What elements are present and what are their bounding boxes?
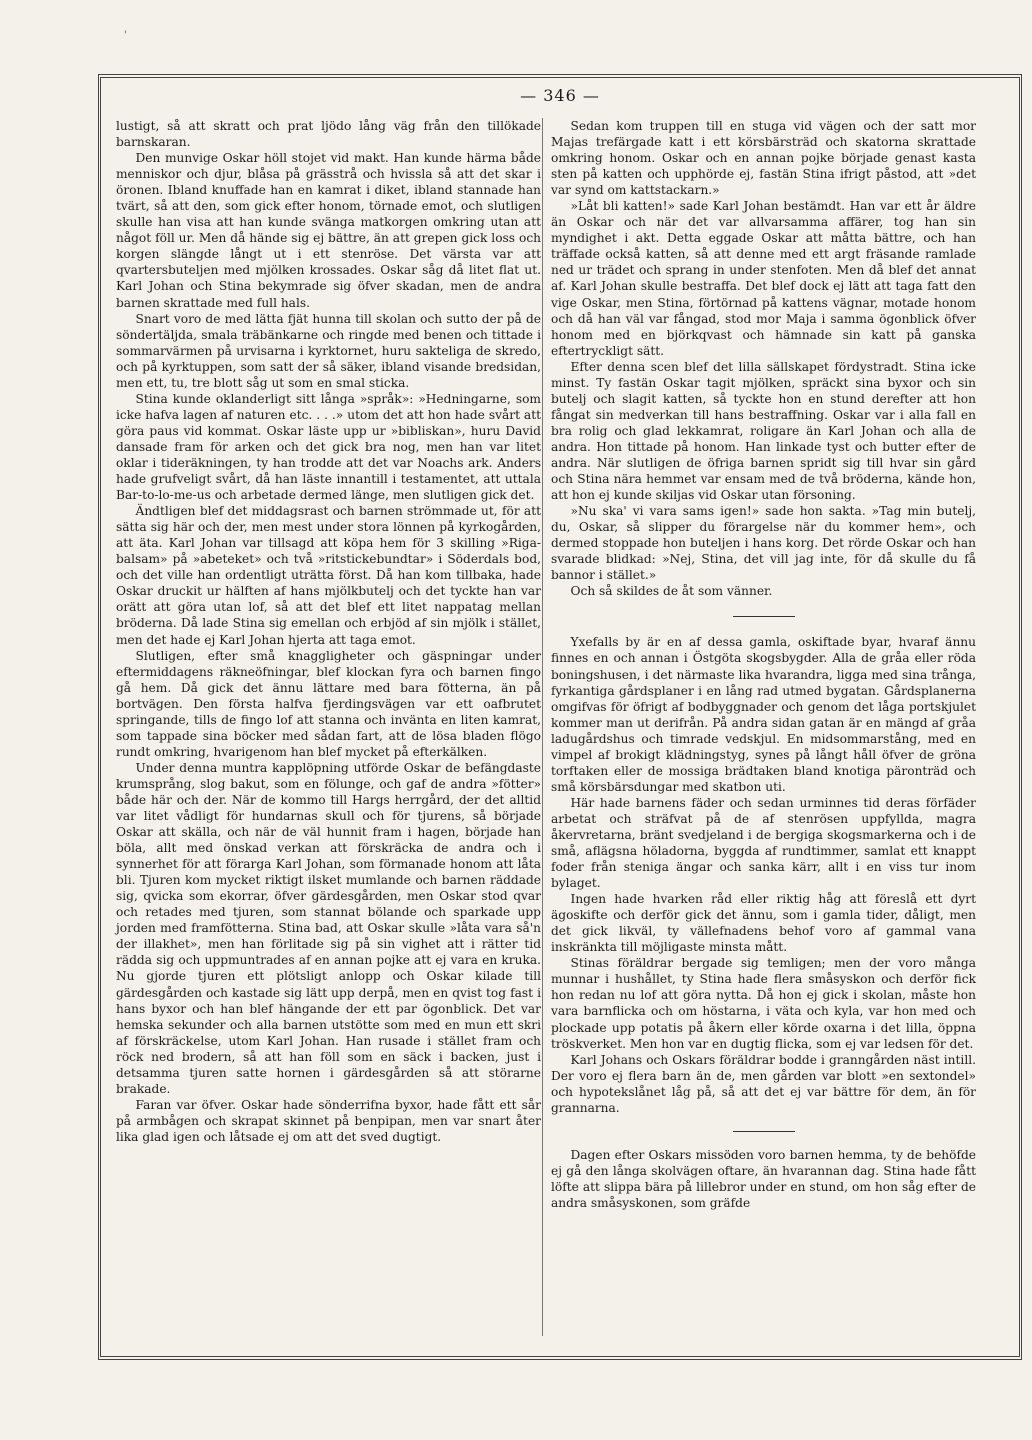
- left-column: [116, 118, 541, 1145]
- paragraph: Yxefalls by är en af dessa gamla, oskiftade byar, hvaraf ännu finnes en och annan i Östgöta skogsbygder. Alla de gråa eller röda boningshusen, i det närmaste lika hvarandra, ligga med sina trånga, fyrkantiga gårdsplaner i en lång rad utmed bygatan. Gårdsplanerna omgifvas för öfrigt af bodbyggnader och genom det låga portskjulet kommer man ut derifrån. På andra sidan gatan är en mängd af gråa ladugårdshus och timrade vedskjul. En midsommarstång, med en vimpel af brokigt klädningstyg, synes på långt håll öfver de gröna torftaken eller de mossiga brädtaken bland knotiga päronträd och små körsbärsdungar med skatbon uti.: [551, 635, 976, 794]
- paragraph: Sedan kom truppen till en stuga vid vägen och der satt mor Majas trefärgade katt i ett körsbärsträd och skatorna skrattade omkring honom. Oskar och en annan pojke började genast kasta sten på katten och upphörde ej, fastän Stina ifrigt påstod, att »det var synd om kattstackarn.»: [551, 119, 976, 198]
- paragraph: Snart voro de med lätta fjät hunna till skolan och sutto der på de söndertäljda, smala träbänkarne och ringde med benen och tittade i sommarvärmen på urvisarna i kyrktornet, huru sakteliga de skredo, och på kyrktuppen, som satt der så säker, ibland visande bredsidan, men ett, tu, tre blott såg ut som en smal sticka.: [116, 311, 541, 390]
- paragraph: Den munvige Oskar höll stojet vid makt. Han kunde härma både menniskor och djur, blåsa på grässtrå och hvissla så att det skar i öronen. Ibland knuffade han en kamrat i diket, ibland stannade han tvärt, så att den, som gick efter honom, törnade emot, och slutligen skulle han visa att han kunde svänga matkorgen omkring utan att något föll ur. Men då hände sig ej bättre, än att grepen gick loss och korgen slängde långt ut i ett stenröse. Det värsta var att qvartersbuteljen med mjölken krossades. Oskar såg då litet flat ut. Karl Johan och Stina bekymrade sig öfver skadan, men de andra barnen skrattade med full hals.: [116, 151, 541, 310]
- paragraph: Stina kunde oklanderligt sitt långa »språk»: »Hedningarne, som icke hafva lagen af naturen etc. . . .» utom det att hon hade svårt att göra paus vid kommat. Oskar läste upp ur »bibliskan», huru David dansade fram för arken och det gick bra nog, men han var litet oklar i tideräkningen, ty han trodde att det var Noachs ark. Anders hade grufveligt svårt, då han läste innantill i testamentet, att uttala Bar-to-lo-me-us och arbetade dermed länge, men slutligen gick det.: [116, 391, 541, 503]
- paragraph: Efter denna scen blef det lilla sällskapet fördystradt. Stina icke minst. Ty fastän Oskar tagit mjölken, spräckt sina byxor och sin butelj och slagit katten, så tyckte hon en stund derefter att hon fångat sin medverkan till hans bestraffning. Oskar var i alla fall en bra rolig och glad lekkamrat, roligare än Karl Johan och alla de andra. Hon tittade på honom. Han linkade tyst och butter efter de andra. När slutligen de öfriga barnen spridt sig till hvar sin gård och Stina nära hemmet var ensam med de två bröderna, kände hon, att hon ej kunde skiljas vid Oskar utan försoning.: [551, 359, 976, 503]
- section-separator: [733, 1131, 795, 1132]
- paragraph: Karl Johans och Oskars föräldrar bodde i granngården näst intill. Der voro ej flera barn än de, men gården var blott »en sextondel» och hypotekslånet låg på, så att det ej var bättre för dem, än för grannarna.: [551, 1052, 976, 1115]
- corner-mark: ': [124, 30, 127, 41]
- paragraph: Under denna muntra kapplöpning utförde Oskar de befängdaste krumsprång, slog bakut, som en fölunge, och gaf de andra »fötter» både här och der. När de kommo till Hargs herrgård, der det alltid var litet vådligt för hundarnas skull och för tjurens, så började Oskar att skälla, och när de väl hunnit fram i hagen, började han böla, allt med önskad verkan att förskräcka de andra och i synnerhet för att förarga Karl Johan, som förmanade honom att låta bli. Tjuren kom mycket riktigt ilsket mumlande och barnen räddade sig, qvicka som ekorrar, öfver gärdesgården, men Oskar stod qvar och retades med tjuren, som stannat bölande och sparkade upp jorden med framfötterna. Stina bad, att Oskar skulle »låta vara så'n der illakhet», men han förlitade sig på sin vighet att i rätter tid rädda sig och uppmuntrades af en annan pojke att ej vara en kruka. Nu gjorde tjuren ett plötsligt anlopp och Oskar kilade till gärdesgården och kastade sig lätt upp derpå, men en qvist tog fast i hans byxor och han blef hängande der ett par ögonblick. Det var hemska sekunder och alla barnen utstötte som med en mun ett skri af förskräckelse, utom Karl Johan. Han rusade i stället fram och röck ned brodern, så att han föll som en säck i backen, just i detsamma tjuren satte hornen i gärdesgården så att störarne brakade.: [116, 760, 541, 1096]
- paragraph: Dagen efter Oskars missöden voro barnen hemma, ty de behöfde ej gå den långa skolvägen oftare, än hvarannan dag. Stina hade fått löfte att slippa bära på lillebror under en stund, om hon såg efter de andra småsyskonen, som gräfde: [551, 1147, 976, 1210]
- paragraph: Och så skildes de åt som vänner.: [570, 584, 773, 599]
- section-separator: [733, 616, 795, 617]
- paragraph: Här hade barnens fäder och sedan urminnes tid deras förfäder arbetat och sträfvat på de af stenrösen uppfyllda, magra åkervretarna, bränt svedjeland i de bergiga skogsmarkerna och i de små, aflägsna höladorna, byggda af rundtimmer, samlat ett knappt foder från steniga ängar och sankа kärr, allt i en viss tur inom bylaget.: [551, 795, 976, 891]
- paragraph: Stinas föräldrar bergade sig temligen; men der voro många munnar i hushållet, ty Stina hade flera småsyskon och derför fick hon redan nu lof att göra nytta. Då hon ej gick i skolan, måste hon vara barnflicka och om höstarna, i väta och kyla, var hon med och plockade upp potatis på åkern eller körde oxarna i det lilla, öppna tröskverket. Men hon var en dugtig flicka, som ej var ledsen för det.: [551, 956, 976, 1051]
- paragraph: Ändtligen blef det middagsrast och barnen strömmade ut, för att sätta sig här och der, men mest under stora lönnen på kyrkogården, att äta. Karl Johan var tillsagd att köpa hem för 3 skilling »Riga-balsam» på »abeteket» och två »ritstickebundtar» i Söderdals bod, och det ville han ordentligt uträtta först. Då han kom tillbaka, hade Oskar druckit ur hälften af hans mjölkbutelj och det tyckte han var orätt att göra utan lof, så att det blef ett litet nappatag mellan bröderna. Då lade Stina sig emellan och erbjöd af sin mjölk i stället, men det hade ej Karl Johan hjerta att taga emot.: [116, 504, 541, 647]
- paragraph: Faran var öfver. Oskar hade sönderrifna byxor, hade fått ett sår på armbågen och skrapat skinnet på benpipan, men var snart åter lika glad igen och låtsade ej om att det sved dugtigt.: [116, 1097, 541, 1144]
- paragraph: Ingen hade hvarken råd eller riktig håg att föreslå ett dyrt ägoskifte och derför gick det ännu, som i gamla tider, dåligt, men det gick likväl, ty vällefnadens behof voro af gammal vana inskränkta till möjligaste minsta mått.: [551, 892, 976, 955]
- column-divider: [542, 118, 543, 1336]
- paragraph: Slutligen, efter små knaggligheter och gäspningar under eftermiddagens räkneöfningar, blef klockan fyra och barnen fingo gå hem. Då gick det ännu lättare med bara fötterna, än på bortvägen. Den första halfva fjerdingsvägen var ett oafbrutet springande, tills de fingo lof att stanna och invänta en liten kamrat, som tappade sina böcker med sådan fart, att de lösa bladen flögo rundt omkring, hvarigenom han blef mycket på efterkälken.: [116, 648, 541, 759]
- page-number: — 346 —: [520, 86, 600, 105]
- right-column: [551, 118, 976, 1211]
- paragraph: lustigt, så att skratt och prat ljödo lång väg från den tillökade barnskaran.: [116, 119, 541, 150]
- paragraph: »Nu ska' vi vara sams igen!» sade hon sakta. »Tag min butelj, du, Oskar, så slipper du förargelse när du kommer hem», och dermed stoppade hon buteljen i hans korg. Det rörde Oskar och han svarade blidkad: »Nej, Stina, det vill jag inte, för då skulle du få bannor i stället.»: [551, 504, 976, 583]
- paragraph: »Låt bli katten!» sade Karl Johan bestämdt. Han var ett år äldre än Oskar och när det var allvarsamma affärer, tog han sin myndighet i akt. Detta eggade Oskar att måtta bättre, och han träffade också katten, så att denne med ett argt fräsande ramlade ned ur trädet och sprang in under stenfoten. Men då blef det annat af. Karl Johan skulle bestraffa. Det blef dock ej lätt att taga fatt den vige Oskar, men Stina, förtörnad på kattens vägnar, motade honom och då han väl var fångad, stod mor Maja i samma ögonblick öfver honom med en björkqvast och hämnade sin katt på ganska eftertryckligt sätt.: [551, 199, 976, 358]
